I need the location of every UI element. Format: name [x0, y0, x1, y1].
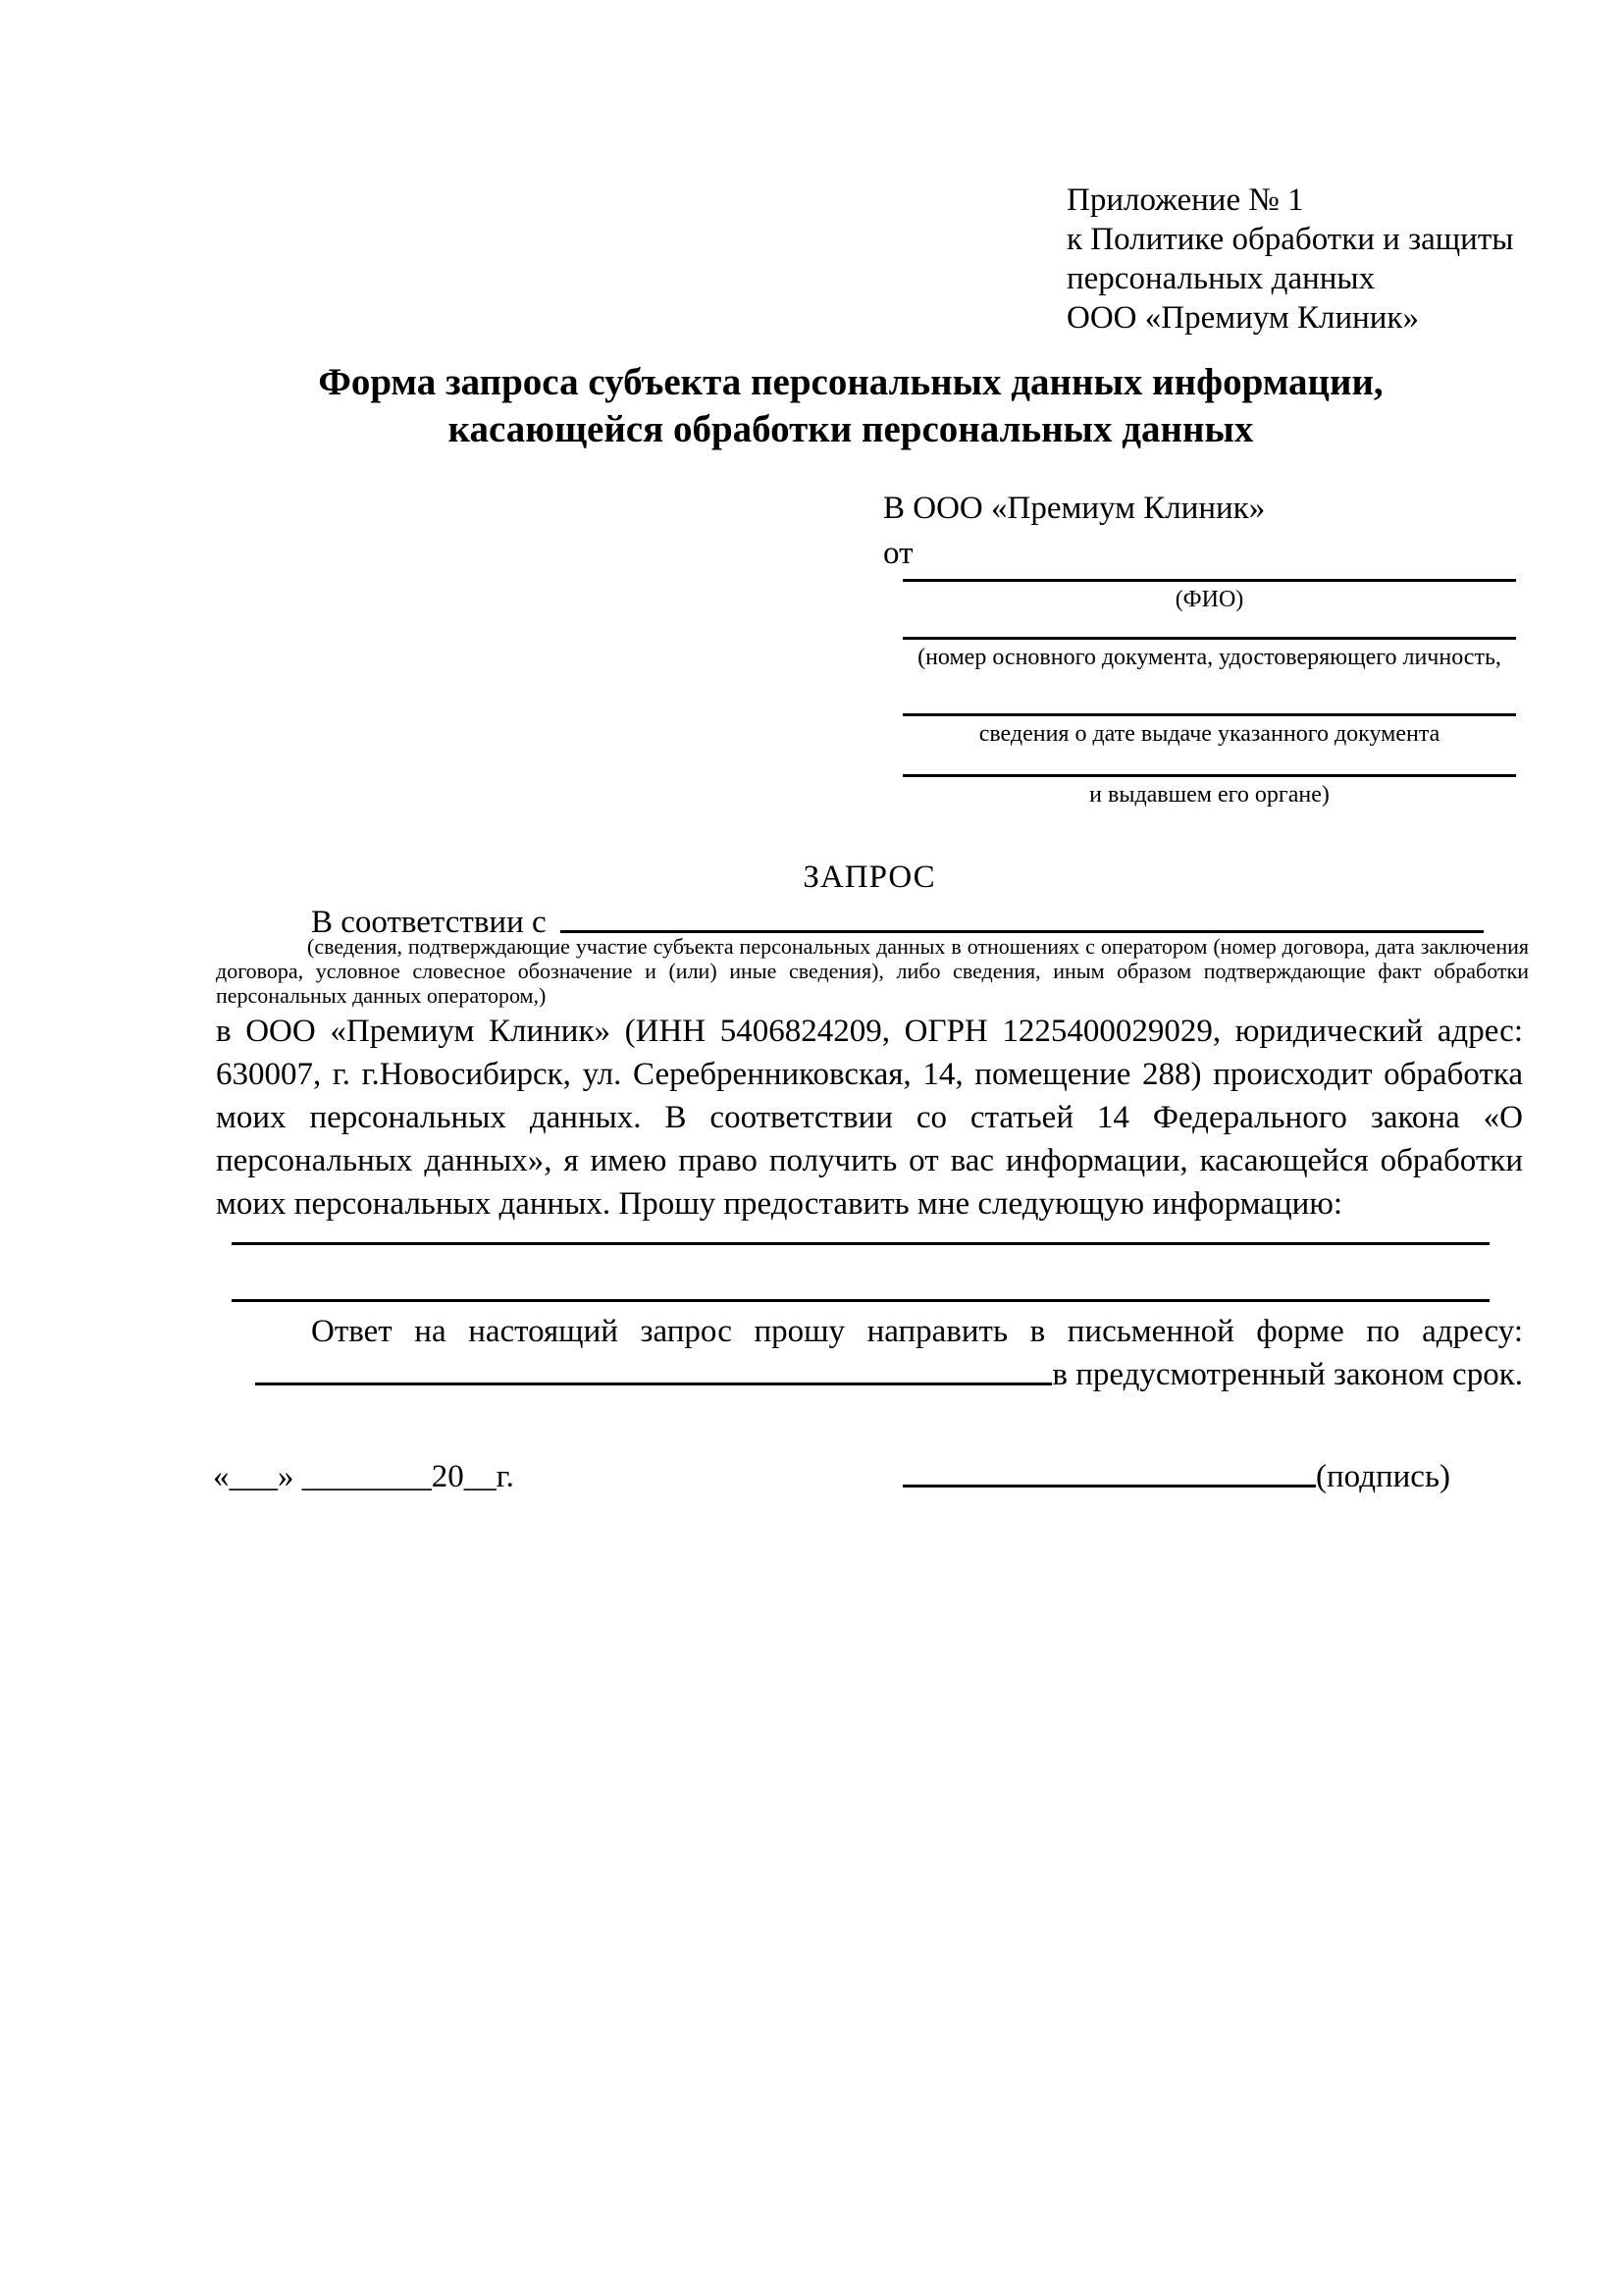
- appendix-line: Приложение № 1: [1067, 183, 1304, 218]
- id-document-field-line: [903, 637, 1516, 640]
- signature-fill-line: [903, 1485, 1316, 1487]
- address-fill-line: [255, 1383, 1052, 1385]
- document-title-line: Форма запроса субъекта персональных данных информации,: [318, 361, 1384, 403]
- compliance-prefix: В соответствии с: [311, 905, 547, 940]
- recipient-line: В ООО «Премиум Клиник»: [883, 491, 1266, 526]
- blank-field-line: [232, 1299, 1490, 1302]
- issuing-authority-field-line: [903, 774, 1516, 777]
- signature-caption: (подпись): [1316, 1459, 1450, 1494]
- date-placeholder: «___» ________20__г.: [213, 1459, 514, 1494]
- issuing-authority-field-caption: и выдавшем его органе): [1089, 782, 1330, 808]
- blank-field-line: [232, 1242, 1490, 1245]
- fine-print-note: (сведения, подтверждающие участие субъекта персональных данных в отношениях с оператором (номер договора, дата заключения договора, условное словесное обозначение и (или) иные сведения), либо сведения, иным образом подтверждающие факт обработки персональных данных оператором,): [216, 934, 1529, 1008]
- fio-field-line: [903, 579, 1516, 582]
- from-label: от: [883, 536, 914, 571]
- issue-date-field-caption: сведения о дате выдаче указанного документа: [978, 721, 1440, 747]
- appendix-line: персональных данных: [1067, 261, 1376, 296]
- request-body-paragraph: в ООО «Премиум Клиник» (ИНН 5406824209, ОГРН 1225400029029, юридический адрес: 630007, г. г.Новосибирск, ул. Серебренниковская, 14, помещение 288) происходит обработка моих персональных данных. В соответствии со статьей 14 Федерального закона «О персональных данных», я имею право получить от вас информации, касающейся обработки моих персональных данных. Прошу предоставить мне следующую информацию:: [216, 1014, 1523, 1222]
- appendix-block: [1067, 181, 1513, 338]
- response-request-line: Ответ на настоящий запрос прошу направить в письменной форме по адресу:: [311, 1314, 1523, 1349]
- response-address-row: [255, 1353, 1523, 1396]
- issue-date-field-line: [903, 713, 1516, 716]
- document-title: [144, 359, 1557, 453]
- appendix-line: к Политике обработки и защиты: [1067, 222, 1514, 257]
- signature-row: [903, 1455, 1450, 1498]
- id-document-field-caption: (номер основного документа, удостоверяющего личность,: [917, 645, 1501, 670]
- document-title-line: касающейся обработки персональных данных: [447, 408, 1254, 450]
- request-heading: ЗАПРОС: [803, 860, 936, 895]
- fio-field-caption: (ФИО): [1175, 587, 1244, 612]
- compliance-fill-line: [560, 930, 1484, 933]
- response-suffix: в предусмотренный законом срок.: [1052, 1357, 1523, 1392]
- appendix-line: ООО «Премиум Клиник»: [1067, 300, 1419, 336]
